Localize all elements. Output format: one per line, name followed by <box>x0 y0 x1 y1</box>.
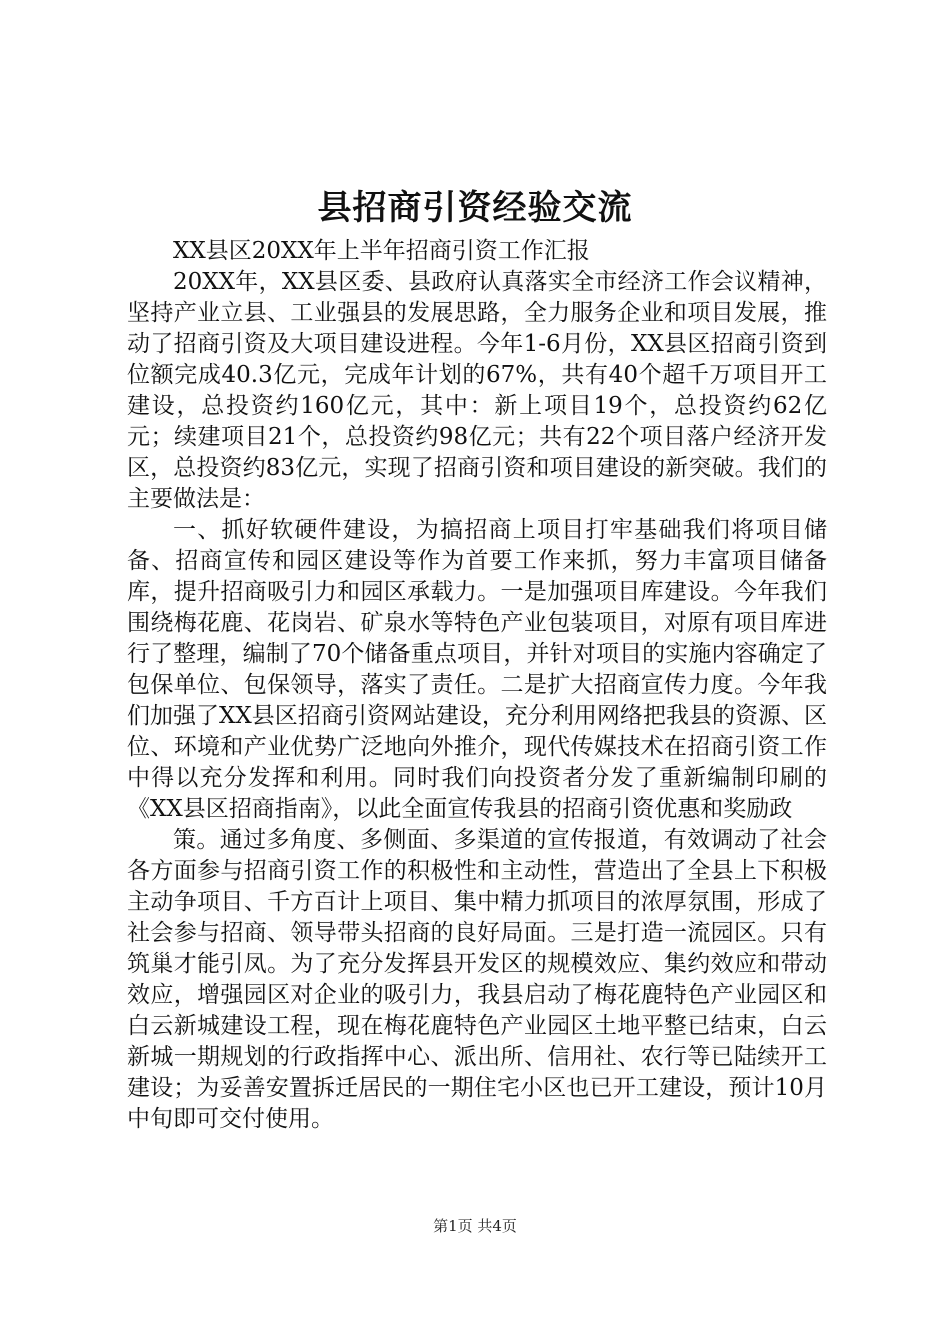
body-paragraph: 20XX年，XX县区委、县政府认真落实全市经济工作会议精神，坚持产业立县、工业强县的发展思路，全力服务企业和项目发展，推动了招商引资及大项目建设进程。今年1-6月份，XX县区招商引资到位额完成40.3亿元，完成年计划的67%，共有40个超千万项目开工建设，总投资约160亿元，其中：新上项目19个，总投资约62亿元；续建项目21个，总投资约98亿元；共有22个项目落户经济开发区，总投资约83亿元，实现了招商引资和项目建设的新突破。我们的主要做法是： <box>127 269 827 512</box>
body-paragraph: 一、抓好软硬件建设，为搞招商上项目打牢基础我们将项目储备、招商宣传和园区建设等作为首要工作来抓，努力丰富项目储备库，提升招商吸引力和园区承载力。一是加强项目库建设。今年我们围绕梅花鹿、花岗岩、矿泉水等特色产业包装项目，对原有项目库进行了整理，编制了70个储备重点项目，并针对项目的实施内容确定了包保单位、包保领导，落实了责任。二是扩大招商宣传力度。今年我们加强了XX县区招商引资网站建设，充分利用网络把我县的资源、区位、环境和产业优势广泛地向外推介，现代传媒技术在招商引资工作中得以充分发挥和利用。同时我们向投资者分发了重新编制印刷的《XX县区招商指南》，以此全面宣传我县的招商引资优惠和奖励政 <box>127 517 827 822</box>
body-paragraph: 策。通过多角度、多侧面、多渠道的宣传报道，有效调动了社会各方面参与招商引资工作的积极性和主动性，营造出了全县上下积极主动争项目、千方百计上项目、集中精力抓项目的浓厚氛围，形成了社会参与招商、领导带头招商的良好局面。三是打造一流园区。只有筑巢才能引凤。为了充分发挥县开发区的规模效应、集约效应和带动效应，增强园区对企业的吸引力，我县启动了梅花鹿特色产业园区和白云新城建设工程，现在梅花鹿特色产业园区土地平整已结束，白云新城一期规划的行政指挥中心、派出所、信用社、农行等已陆续开工建设；为妥善安置拆迁居民的一期住宅小区也已开工建设，预计10月中旬即可交付使用。 <box>127 827 827 1132</box>
page-number: 第1页 共4页 <box>433 1217 517 1235</box>
report-subtitle: XX县区20XX年上半年招商引资工作汇报 <box>173 238 590 264</box>
document-body <box>127 236 827 1135</box>
document-title: 县招商引资经验交流 <box>317 188 633 228</box>
